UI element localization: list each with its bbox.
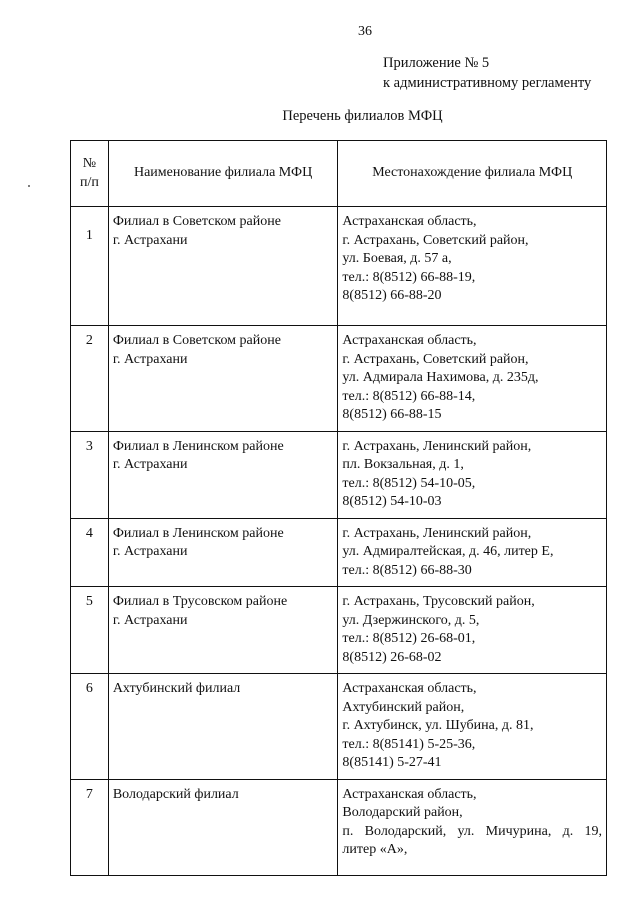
scan-speck — [28, 185, 30, 187]
branch-name: Филиал в Ленинском районе г. Астрахани — [108, 518, 338, 587]
branches-table — [70, 140, 607, 876]
branch-name: Ахтубинский филиал — [108, 674, 338, 780]
appendix-note — [383, 53, 591, 93]
branch-location: г. Астрахань, Ленинский район, пл. Вокзальная, д. 1, тел.: 8(8512) 54-10-05, 8(8512) 54-10-03 — [338, 431, 607, 518]
table-row — [71, 674, 607, 780]
row-number: 7 — [71, 779, 109, 875]
row-number: 5 — [71, 587, 109, 674]
header-number: № п/п — [71, 141, 109, 207]
row-number: 6 — [71, 674, 109, 780]
branch-location: Астраханская область, Володарский район, п. Володарский, ул. Мичурина, д. 19, литер «А», — [338, 779, 607, 875]
header-branch-location: Местонахождение филиала МФЦ — [338, 141, 607, 207]
branch-name: Филиал в Ленинском районе г. Астрахани — [108, 431, 338, 518]
table-row — [71, 587, 607, 674]
branch-location: г. Астрахань, Трусовский район, ул. Дзержинского, д. 5, тел.: 8(8512) 26-68-01, 8(8512) 26-68-02 — [338, 587, 607, 674]
list-title: Перечень филиалов МФЦ — [282, 108, 443, 124]
row-number: 1 — [71, 207, 109, 326]
branch-location: Астраханская область, Ахтубинский район, г. Ахтубинск, ул. Шубина, д. 81, тел.: 8(85141) 5-25-36, 8(85141) 5-27-41 — [338, 674, 607, 780]
row-number: 4 — [71, 518, 109, 587]
row-number: 2 — [71, 326, 109, 432]
page-number: 36 — [358, 24, 372, 39]
branch-name: Филиал в Трусовском районе г. Астрахани — [108, 587, 338, 674]
appendix-reference: к административному регламенту — [383, 75, 592, 91]
table-row — [71, 779, 607, 875]
branch-location: Астраханская область, г. Астрахань, Советский район, ул. Боевая, д. 57 а, тел.: 8(8512) 66-88-19, 8(8512) 66-88-20 — [338, 207, 607, 326]
branch-name: Филиал в Советском районе г. Астрахани — [108, 326, 338, 432]
table-row — [71, 518, 607, 587]
table-row — [71, 326, 607, 432]
branch-name: Филиал в Советском районе г. Астрахани — [108, 207, 338, 326]
branch-name: Володарский филиал — [108, 779, 338, 875]
table-row — [71, 431, 607, 518]
header-branch-name: Наименование филиала МФЦ — [108, 141, 338, 207]
row-number: 3 — [71, 431, 109, 518]
branch-location: Астраханская область, г. Астрахань, Советский район, ул. Адмирала Нахимова, д. 235д, тел.: 8(8512) 66-88-14, 8(8512) 66-88-15 — [338, 326, 607, 432]
appendix-number: Приложение № 5 — [383, 55, 490, 71]
table-header-row — [71, 141, 607, 207]
table-row — [71, 207, 607, 326]
branch-location: г. Астрахань, Ленинский район, ул. Адмиралтейская, д. 46, литер Е, тел.: 8(8512) 66-88-30 — [338, 518, 607, 587]
